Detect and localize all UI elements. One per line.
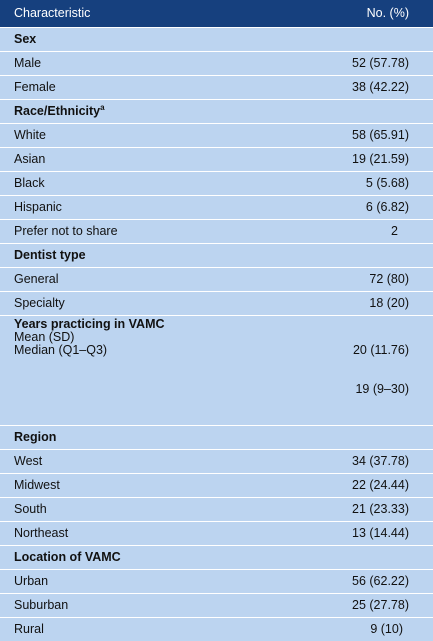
section-sex (0, 27, 433, 51)
table-row (0, 75, 433, 99)
table-row (0, 171, 433, 195)
table-row (0, 147, 433, 171)
row-label: Northeast (0, 521, 275, 545)
row-label: Prefer not to share (0, 219, 275, 243)
section-location (0, 545, 433, 569)
section-region (0, 425, 433, 449)
table-row (0, 617, 433, 641)
row-value: 6 (6.82) (275, 195, 433, 219)
section-dentist-type (0, 243, 433, 267)
years-median-value: 19 (9–30) (289, 383, 410, 396)
row-value: 5 (5.68) (275, 171, 433, 195)
table-row (0, 267, 433, 291)
row-label: South (0, 497, 275, 521)
row-value: 2 (275, 219, 433, 243)
header-characteristic: Characteristic (0, 0, 275, 27)
row-value: 38 (42.22) (275, 75, 433, 99)
row-value: 19 (21.59) (275, 147, 433, 171)
row-value: 58 (65.91) (275, 123, 433, 147)
table-row (0, 449, 433, 473)
table-row (0, 195, 433, 219)
row-label: Asian (0, 147, 275, 171)
header-value: No. (%) (275, 0, 433, 27)
row-value: 52 (57.78) (275, 51, 433, 75)
footnote-marker: a (100, 103, 104, 112)
row-value: 72 (80) (275, 267, 433, 291)
row-value: 22 (24.44) (275, 473, 433, 497)
table-row (0, 521, 433, 545)
row-label: Hispanic (0, 195, 275, 219)
section-title-text: Race/Ethnicity (14, 104, 100, 118)
section-title: Region (0, 425, 433, 449)
row-label: General (0, 267, 275, 291)
table-row (0, 497, 433, 521)
section-title: Sex (0, 27, 433, 51)
row-label: Specialty (0, 291, 275, 315)
years-median-label: Median (Q1–Q3) (14, 344, 275, 357)
table-row (0, 473, 433, 497)
years-mean-value: 20 (11.76) (289, 344, 410, 357)
row-value: 9 (10) (275, 617, 433, 641)
years-label-cell (0, 315, 275, 425)
row-value: 56 (62.22) (275, 569, 433, 593)
section-race (0, 99, 433, 123)
row-label: White (0, 123, 275, 147)
row-label: Urban (0, 569, 275, 593)
row-label: Rural (0, 617, 275, 641)
table-row-years (0, 315, 433, 425)
years-value-cell (275, 315, 433, 425)
section-title: Location of VAMC (0, 545, 433, 569)
row-value: 34 (37.78) (275, 449, 433, 473)
section-title: Dentist type (0, 243, 433, 267)
table-header (0, 0, 433, 27)
row-label: Black (0, 171, 275, 195)
row-value: 18 (20) (275, 291, 433, 315)
row-label: Male (0, 51, 275, 75)
row-label: West (0, 449, 275, 473)
row-value: 13 (14.44) (275, 521, 433, 545)
table-row (0, 123, 433, 147)
row-label: Female (0, 75, 275, 99)
table-row (0, 291, 433, 315)
table-row (0, 219, 433, 243)
table-row (0, 569, 433, 593)
row-label: Midwest (0, 473, 275, 497)
table-row (0, 593, 433, 617)
years-title: Years practicing in VAMC (14, 318, 275, 331)
table-row (0, 51, 433, 75)
section-title (0, 99, 433, 123)
row-value: 25 (27.78) (275, 593, 433, 617)
row-value: 21 (23.33) (275, 497, 433, 521)
years-mean-label: Mean (SD) (14, 331, 275, 344)
row-label: Suburban (0, 593, 275, 617)
